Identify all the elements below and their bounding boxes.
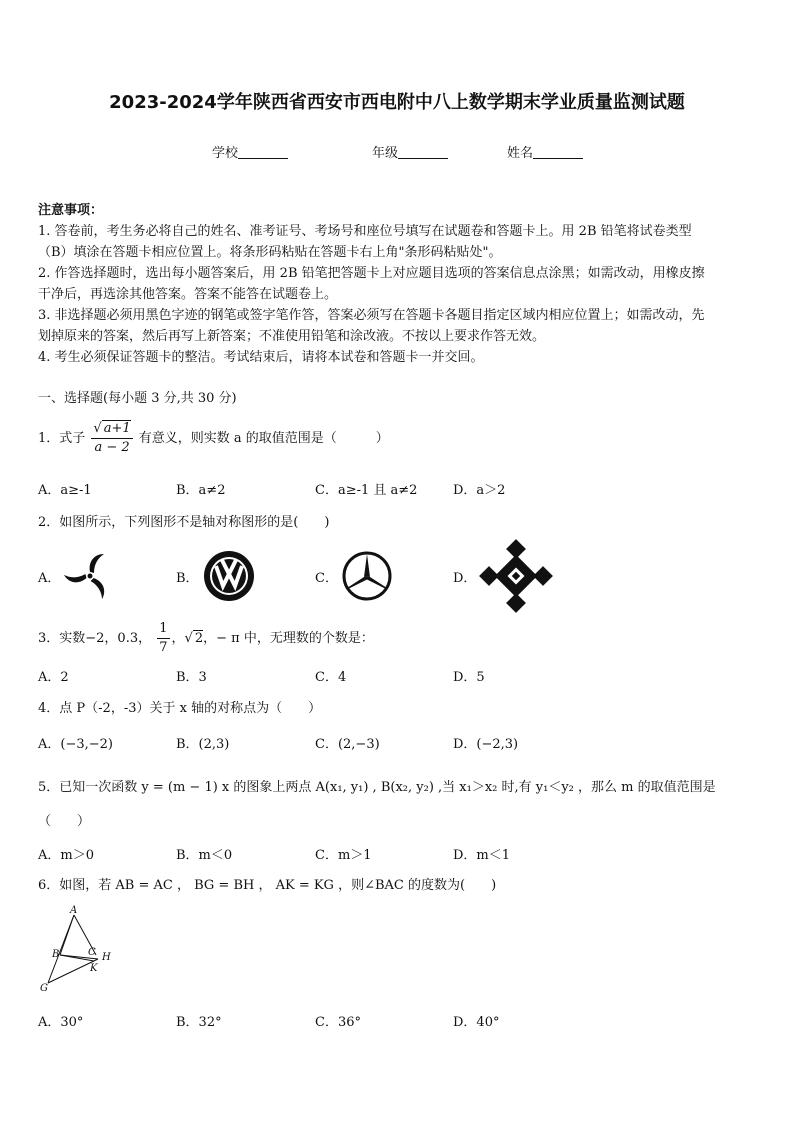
label-B: B xyxy=(52,949,60,960)
question-1 xyxy=(38,420,389,457)
q2-option-c[interactable]: C． xyxy=(315,571,338,586)
notice-heading: 注意事项： xyxy=(38,203,104,218)
notice-line: 1. 答卷前，考生务必将自己的姓名、准考证号、考场号和座位号填写在试题卷和答题卡上。用 2B 铅笔将试卷类型 xyxy=(38,224,692,239)
label-A: A xyxy=(70,905,78,916)
q2-option-b[interactable]: B． xyxy=(176,571,199,586)
q1-numerator: a+1 xyxy=(103,421,131,436)
triangle-figure xyxy=(38,905,118,997)
q1-option-c[interactable]: C．a≥-1 且 a≠2 xyxy=(315,483,418,498)
question-6: 6．如图，若 AB = AC ， BG = BH ， AK = KG ，则∠BAC 的度数为( ) xyxy=(38,878,497,893)
q3-numerator: 1 xyxy=(157,620,169,639)
q1-denominator: a − 2 xyxy=(94,440,130,455)
name-field xyxy=(507,142,583,161)
notice-line: 2. 作答选择题时，选出每小题答案后，用 2B 铅笔把答题卡上对应题目选项的答案信息点涂黑；如需改动，用橡皮擦 xyxy=(38,266,705,281)
label-G: G xyxy=(40,983,48,994)
question-2: 2．如图所示，下列图形不是轴对称图形的是( ) xyxy=(38,515,330,530)
q6-option-a[interactable]: A．30° xyxy=(38,1015,84,1030)
notice-line: 划掉原来的答案，然后再写上新答案；不准使用铅笔和涂改液。不按以上要求作答无效。 xyxy=(38,329,546,344)
name-label: 姓名 xyxy=(507,146,534,161)
notice-line: 4. 考生必须保证答题卡的整洁。考试结束后，请将本试卷和答题卡一并交回。 xyxy=(38,350,484,365)
q3-root: 2 xyxy=(194,631,204,646)
diamond-cross-figure xyxy=(481,541,551,611)
page-title: 2023-2024学年陕西省西安市西电附中八上数学期末学业质量监测试题 xyxy=(109,92,685,113)
q5-option-d[interactable]: D．m＜1 xyxy=(453,848,511,863)
q6-option-b[interactable]: B．32° xyxy=(176,1015,222,1030)
grade-label: 年级 xyxy=(372,146,399,161)
q4-option-c[interactable]: C．(2,−3) xyxy=(315,737,380,752)
q3-option-b[interactable]: B．3 xyxy=(176,670,207,685)
q5-option-b[interactable]: B．m＜0 xyxy=(176,848,233,863)
q1-option-a[interactable]: A．a≥-1 xyxy=(38,483,92,498)
q1-fraction: $\frac{√ a+1}{a - 2}$ xyxy=(93,421,131,455)
pinwheel-figure xyxy=(64,550,116,602)
q3-middle: ， xyxy=(171,631,185,646)
q4-option-b[interactable]: B．(2,3) xyxy=(176,737,230,752)
vw-logo-figure xyxy=(203,550,255,602)
label-K: K xyxy=(90,963,98,974)
q1-option-d[interactable]: D．a＞2 xyxy=(453,483,506,498)
q1-option-b[interactable]: B．a≠2 xyxy=(176,483,226,498)
school-field xyxy=(212,142,288,161)
q6-option-d[interactable]: D．40° xyxy=(453,1015,500,1030)
grade-field xyxy=(372,142,448,161)
question-4: 4．点 P（-2，-3）关于 x 轴的对称点为（ ） xyxy=(38,701,322,716)
section-heading: 一、选择题(每小题 3 分,共 30 分) xyxy=(38,391,237,406)
q3-denominator: 7 xyxy=(159,640,168,655)
q2-option-a[interactable]: A． xyxy=(38,571,61,586)
school-blank[interactable] xyxy=(238,145,288,159)
question-3: 3．实数−2，0.3， $\frac{1}{7}$ ，√ 2，− π 中，无理数的个数是： xyxy=(38,621,374,655)
school-label: 学校 xyxy=(212,146,239,161)
q5-answer-paren: （ ） xyxy=(38,814,91,829)
q3-option-d[interactable]: D．5 xyxy=(453,670,485,685)
notice-line: 3. 非选择题必须用黑色字迹的钢笔或签字笔作答，答案必须写在答题卡各题目指定区域内相应位置上；如需改动，先 xyxy=(38,308,705,323)
notice-line: 干净后，再选涂其他答案。答案不能答在试题卷上。 xyxy=(38,287,338,302)
label-H: H xyxy=(102,952,111,963)
mercedes-logo-figure xyxy=(341,550,393,602)
q1-prefix: 1．式子 xyxy=(38,431,86,446)
q1-suffix: 有意义，则实数 a 的取值范围是（ ） xyxy=(138,431,389,446)
q2-option-d[interactable]: D． xyxy=(453,571,477,586)
q4-option-d[interactable]: D．(−2,3) xyxy=(453,737,519,752)
q3-suffix: ，− π 中，无理数的个数是： xyxy=(203,631,374,646)
notice-line: （B）填涂在答题卡相应位置上。将条形码粘贴在答题卡右上角"条形码粘贴处"。 xyxy=(38,245,502,260)
q3-fraction xyxy=(157,620,169,657)
label-C: C xyxy=(88,947,96,958)
name-blank[interactable] xyxy=(533,145,583,159)
question-5: 5．已知一次函数 y = (m − 1) x 的图象上两点 A(x₁, y₁) , B(x₂, y₂) ,当 x₁＞x₂ 时,有 y₁＜y₂ ，那么 m 的取值范围是 xyxy=(38,780,716,795)
q6-option-c[interactable]: C．36° xyxy=(315,1015,361,1030)
q3-option-c[interactable]: C．4 xyxy=(315,670,347,685)
grade-blank[interactable] xyxy=(398,145,448,159)
q5-option-a[interactable]: A．m＞0 xyxy=(38,848,94,863)
q3-prefix: 3．实数−2，0.3， xyxy=(38,631,152,646)
q5-option-c[interactable]: C．m＞1 xyxy=(315,848,372,863)
q4-option-a[interactable]: A．(−3,−2) xyxy=(38,737,113,752)
q3-option-a[interactable]: A．2 xyxy=(38,670,69,685)
